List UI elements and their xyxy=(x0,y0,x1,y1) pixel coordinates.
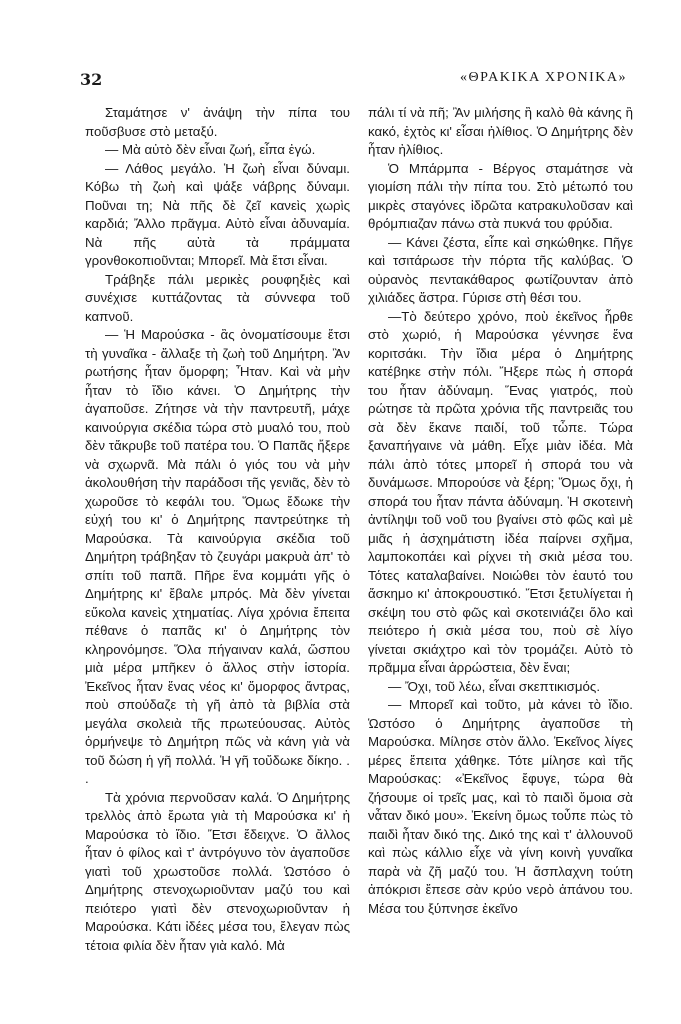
running-head: «ΘΡΑΚΙΚΑ ΧΡΟΝΙΚΑ» xyxy=(460,70,627,85)
paragraph: πάλι τί νὰ πῆ; Ἂν μιλήσης ἢ καλὸ θὰ κάνης ἢ κακό, ἐχτὸς κι' εἶσαι ἠλίθιος. Ὁ Δημήτρης δὲν ἦταν ἠλίθιος. xyxy=(368,105,633,157)
paragraph: — Ἡ Μαρούσκα - ἂς ὀνοματίσουμε ἔτσι τὴ γυναῖκα - ἄλλαξε τὴ ζωὴ τοῦ Δημήτρη. Ἂν ρωτήσης ἦταν ὄμορφη; Ἦταν. Καὶ νὰ μὴν ἦταν τὸ ἴδιο κάνει. Ὁ Δημήτρης τὴν ἀγαποῦσε. Ζήτησε νὰ τὴν παντρευτῆ, μάχε καινούργια σκέδια τώρα στὸ μυαλό του, ποὺ δὲν τἄκρυβε τοῦ πατέρα του. Ὁ Παπᾶς ἤξερε νὰ σχωρνᾶ. Μὰ πάλι ὁ γιός του νὰ μὴν ἀκολουθήση τὴν παράδοσι τῆς γενιᾶς, δὲν τὸ χωροῦσε τὸ κεφάλι του. Ὅμως ἔδωκε τὴν εὐχή του κι' ὁ Δημήτρης παντρεύτηκε τὴ Μαρούσκα. Τὰ καινούργια σκέδια τοῦ Δημήτρη τράβηξαν τὸ ζευγάρι μακρυὰ ἀπ' τὸ σπίτι τοῦ παπᾶ. Πῆρε ἕνα κομμάτι γῆς ὁ Δημήτρης κι' ἔβαλε μπρός. Μὰ δὲν γίνεται εὔκολα κανεὶς χτηματίας. Λίγα χρόνια ἔπειτα πέθανε ὁ παπᾶς κι' ὁ Δημήτρης τὸν κληρονόμησε. Ὅλα πήγαιναν καλά, ὥσπου μιὰ μέρα μπῆκεν ὁ ἄλλος στὴν ἱστορία. Ἐκεῖνος ἦταν ἕνας νέος κι' ὄμορφος ἄντρας, ποὺ σπούδαζε τὴ γῆ ἀπὸ τὰ βιβλία στὰ μεγάλα σκολειὰ τῆς πρωτεύουσας. Αὐτὸς ὁρμήνεψε τὸ Δημήτρη πῶς νὰ κάνη γιὰ νὰ τοῦ δώση ἡ γῆ πολλά. Ἡ γῆ τοὔδωκε δίκηο. . . xyxy=(85,327,350,786)
paragraph: Τὰ χρόνια περνοῦσαν καλά. Ὁ Δημήτρης τρελλὸς ἀπὸ ἔρωτα γιὰ τὴ Μαρούσκα κι' ἡ Μαρούσκα τὸ ἴδιο. Ἔτσι ἔδειχνε. Ὁ ἄλλος ἦταν ὁ φίλος καὶ τ' ἀντρόγυνο τὸν ἀγαποῦσε γιατὶ τοῦ χρωστοῦσε πολλά. Ὡστόσο ὁ Δημήτρης στενοχωριοῦνταν μαζύ του καὶ πειότερο γιατὶ δὲν στενοχωριοῦνταν ἡ Μαρούσκα. Κάτι ἰδέες μέσα του, ἔλεγαν πὼς τέτοια φιλία δὲν ἦταν γιὰ καλό. Μὰ xyxy=(85,789,350,953)
paragraph: Σταμάτησε ν' ἀνάψη τὴν πίπα του ποῦσβυσε στὸ μεταξύ. xyxy=(85,105,350,139)
paragraph: — Λάθος μεγάλο. Ἡ ζωὴ εἶναι δύναμι. Κόβω τὴ ζωὴ καὶ ψάξε νάβρης δύναμι. Ποῦναι τη; Νὰ πῆς δὲ ζεῖ κανεὶς χωρὶς καρδιά; Ἄλλο πρᾶγμα. Αὐτὸ εἶναι ἀδυναμία. Νὰ πῆς αὐτὰ τὰ πράμματα γρονθοκοπιοῦνται; Μπορεῖ. Μὰ ἔτσι εἶναι. xyxy=(85,160,350,268)
paragraph: —Τὸ δεύτερο χρόνο, ποὺ ἐκεῖνος ἦρθε στὸ χωριό, ἡ Μαρούσκα γέννησε ἕνα κοριτσάκι. Τὴν ἴδια μέρα ὁ Δημήτρης κατέβηκε στὴν πόλι. Ἤξερε πὼς ἡ σπορά του ἦταν ἀδύναμη. Ἕνας γιατρός, ποὺ ρώτησε τὰ πρῶτα χρόνια τῆς παντρειᾶς του σὰ δὲν ἔκανε παιδί, τοῦ τὦπε. Τώρα ξαναπήγαινε νὰ μάθη. Εἶχε μιὰν ἰδέα. Μὰ πάλι ἀπὸ τότες μπορεῖ ἡ σπορά του νὰ δυνάμωσε. Μπορούσε νὰ ξέρη; Ὅμως ὄχι, ἡ σπορά του ἦταν πάντα ἀδύναμη. Ἡ σκοτεινὴ ἀντίληψι τοῦ νοῦ του βγαίνει στὸ φῶς καὶ μὲ μιᾶς ἡ ἀσχημάτιστη ἰδέα παίρνει σχῆμα, λαμποκοπάει καὶ ρίχνει τὴ σκιὰ μέσα του. Τότες καταλαβαίνει. Νοιώθει τὸν ἑαυτό του ἄσκημο κι' ἀποκρουστικό. Ἔτσι ξετυλίγεται ἡ σκέψη του στὸ φῶς καὶ σκοτεινιάζει ὅλο καὶ πειότερο ἡ σκιὰ μέσα του, ποὺ σὲ λίγο γίνεται σκιάχτρο καὶ τὸν τρομάζει. Αὐτὸ τὸ πρᾶμμα εἶναι ἀρρώστεια, δὲν ἔναι; xyxy=(368,308,633,675)
paragraph: Ὁ Μπάρμπα - Βέργος σταμάτησε νὰ γιομίση πάλι τὴν πίπα του. Στὸ μέτωπό του μικρὲς σταγόνες ἱδρῶτα κατρακυλοῦσαν καὶ θρόμπιαζαν πάνω στὰ πυκνά του φρύδια. xyxy=(368,160,633,231)
page-number: 32 xyxy=(80,70,103,89)
paragraph: — Κάνει ζέστα, εἶπε καὶ σηκώθηκε. Πῆγε καὶ τσιτάρωσε τὴν πόρτα τῆς καλύβας. Ὁ οὐρανὸς πεντακάθαρος φωτίζουνταν ἀπὸ χιλιάδες ἄστρα. Γύρισε στὴ θέσι του. xyxy=(368,234,633,305)
paragraph: — Μὰ αὐτὸ δὲν εἶναι ζωή, εἶπα ἐγώ. xyxy=(105,142,316,157)
text-column-left xyxy=(85,104,350,955)
paragraph: — Μπορεῖ καὶ τοῦτο, μὰ κάνει τὸ ἴδιο. Ὡστόσο ὁ Δημήτρης ἀγαποῦσε τὴ Μαρούσκα. Μίλησε στὸν ἄλλο. Ἐκεῖνος λίγες μέρες ἔπειτα χάθηκε. Τότε μίλησε καὶ τῆς Μαρούσκας: «Ἐκεῖνος ἔφυγε, τώρα θὰ ζήσουμε οἱ τρεῖς μας, καὶ τὸ παιδὶ ὅμοια σὰ νἆταν δικό μου». Ἐκείνη ὅμως τοὖπε πὼς τὸ παιδὶ ἦταν δικό της. Δικό της καὶ τ' ἀλλουνοῦ καὶ πὼς κάλλιο εἶχε νὰ γίνη κοινὴ γυναῖκα παρὰ νὰ ζῆ μαζύ του. Ἡ ἄσπλαχνη τούτη ἀπόκρισι ἔπεσε σὰν κρύο νερὸ ἀπάνου του. Μέσα του ξύπνησε ἐκεῖνο xyxy=(368,697,633,916)
text-column-right xyxy=(368,104,633,918)
paragraph: — Ὄχι, τοῦ λέω, εἶναι σκεπτικισμός. xyxy=(388,678,601,694)
paragraph: Τράβηξε πάλι μερικὲς ρουφηξιὲς καὶ συνέχισε κυττάζοντας τὰ σύννεφα τοῦ καπνοῦ. xyxy=(85,271,350,324)
